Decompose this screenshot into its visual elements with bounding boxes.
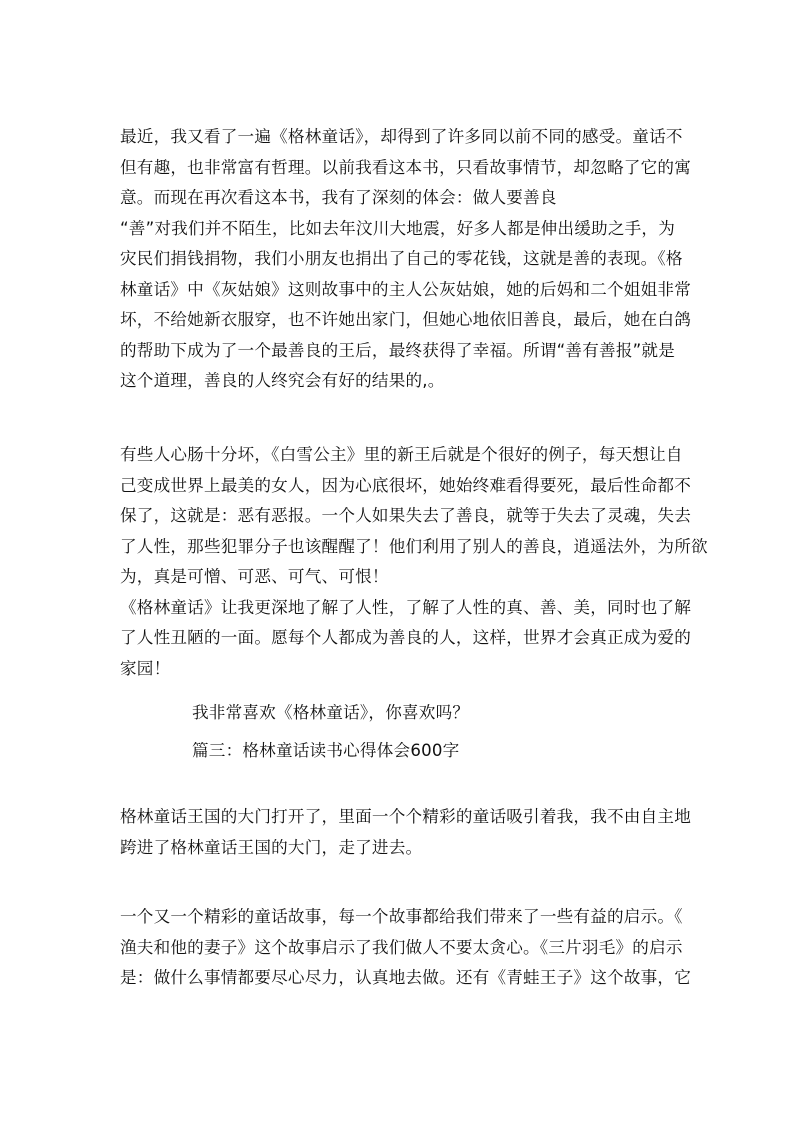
text-line: 林童话》中《灰姑娘》这则故事中的主人公灰姑娘，她的后妈和二个姐姐非常 (120, 279, 691, 299)
paragraph-evil (120, 440, 708, 684)
paragraph-question (120, 698, 752, 729)
text-line: 渔夫和他的妻子》这个故事启示了我们做人不要太贪心。《三片羽毛》的启示 (120, 937, 683, 957)
text-line: 我非常喜欢《格林童话》，你喜欢吗？ (192, 703, 470, 722)
text-line: 跨进了格林童话王国的大门，走了进去。 (120, 837, 423, 857)
paragraph-reflection (120, 122, 691, 397)
paragraph-stories (120, 902, 691, 994)
text-line: 为，真是可憎、可恶、可气、可恨！ (120, 567, 389, 586)
text-line: 《格林童话》让我更深地了解了人性，了解了人性的真、善、美，同时也了解 (120, 597, 691, 617)
text-line: 但有趣，也非常富有哲理。以前我看这本书，只看故事情节，却忽略了它的寓 (120, 157, 691, 177)
text-line: 这个道理，善良的人终究会有好的结果的,。 (120, 371, 445, 390)
section-heading (120, 736, 752, 767)
heading-text: 篇三：格林童话读书心得体会600字 (192, 741, 460, 760)
text-line: 保了，这就是：恶有恶报。一个人如果失去了善良，就等于失去了灵魂，失去 (120, 506, 691, 525)
text-line: 是：做什么事情都要尽心尽力，认真地去做。还有《青蛙王子》这个故事，它 (120, 968, 691, 987)
text-line: 己变成世界上最美的女人，因为心底很坏，她始终难看得要死，最后性命都不 (120, 475, 691, 495)
text-line: 有些人心肠十分坏，《白雪公主》里的新王后就是个很好的例子，每天想让自 (120, 445, 683, 464)
text-line: 坏，不给她新衣服穿，也不许她出家门，但她心地依旧善良，最后，她在白鸽 (120, 310, 691, 329)
paragraph-kingdom (120, 802, 691, 863)
text-line: 了人性，那些犯罪分子也该醒醒了！他们利用了别人的善良，逍遥法外，为所欲 (120, 536, 708, 556)
text-line: 一个又一个精彩的童话故事，每一个故事都给我们带来了一些有益的启示。《 (120, 907, 683, 926)
text-line: 格林童话王国的大门打开了，里面一个个精彩的童话吸引着我，我不由自主地 (120, 807, 691, 826)
text-line: 的帮助下成为了一个最善良的王后，最终获得了幸福。所谓“善有善报”就是 (120, 340, 675, 360)
text-line: 了人性丑陋的一面。愿每个人都成为善良的人，这样，世界才会真正成为爱的 (120, 628, 691, 647)
text-line: 最近，我又看了一遍《格林童话》，却得到了许多同以前不同的感受。童话不 (120, 127, 683, 146)
text-line: 家园！ (120, 658, 171, 678)
text-line: “善”对我们并不陌生，比如去年汶川大地震，好多人都是伸出缓助之手，为 (120, 218, 675, 238)
text-line: 灾民们捐钱捐物，我们小朋友也捐出了自己的零花钱，这就是善的表现。《格 (120, 249, 683, 268)
text-line: 意。而现在再次看这本书，我有了深刻的体会：做人要善良 (120, 188, 557, 207)
